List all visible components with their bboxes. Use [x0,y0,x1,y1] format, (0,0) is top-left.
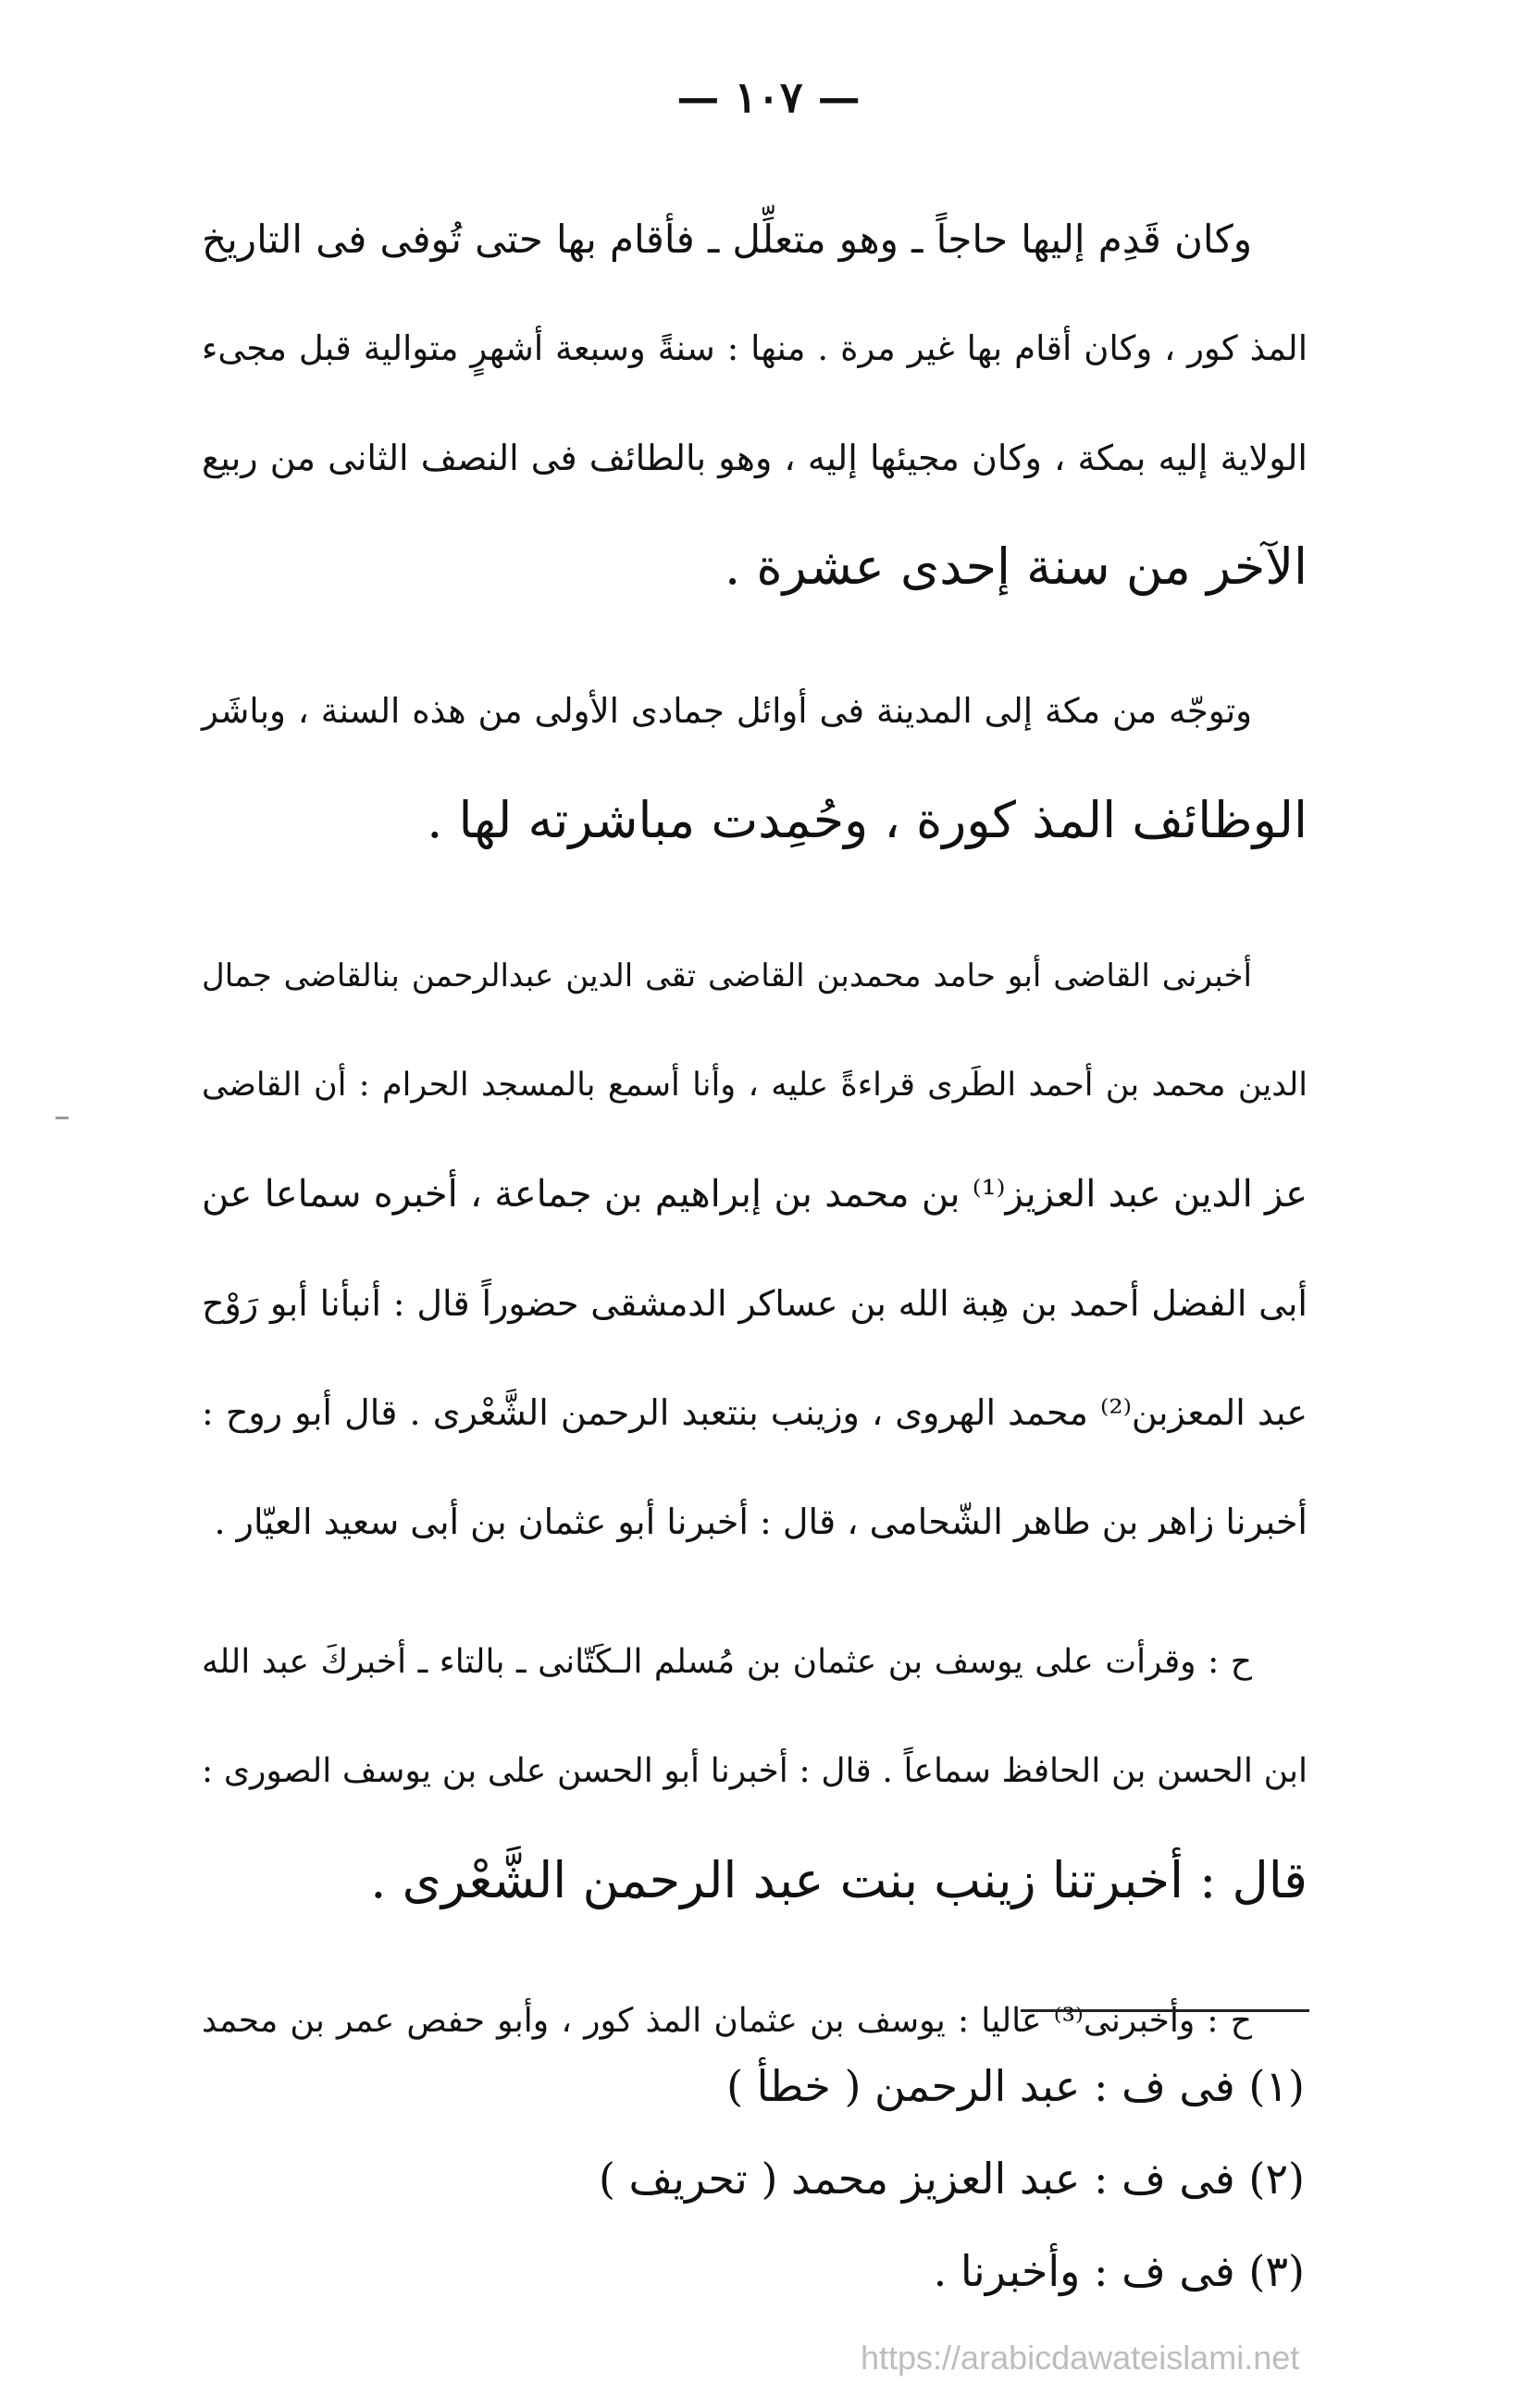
text-line: ابن الحسن بن الحافظ سماعاً . قال : أخبرنا أبو الحسن على بن يوسف الصورى : [202,1752,1308,1790]
watermark-url: https://arabicdawateislami.net [861,2339,1300,2377]
text-line: المذ كور ، وكان أقام بها غير مرة . منها : سنةً وسبعة أشهرٍ متوالية قبل مجىء [202,328,1308,368]
footnote: (٣) فى ف : وأخبرنا . [933,2246,1305,2296]
text-line: الولاية إليه بمكة ، وكان مجيئها إليه ، وهو بالطائف فى النصف الثانى من ربيع [202,438,1308,478]
text-line: أخبرنى القاضى أبو حامد محمدبن القاضى تقى الدين عبدالرحمن بنالقاضى جمال [202,957,1252,994]
footnotes [555,2040,1305,2317]
paragraph-4 [202,1608,1308,1935]
page-number: — ١٠٧ — [676,72,861,122]
footnote: (١) فى ف : عبد الرحمن ( خطأ ) [726,2061,1305,2111]
text-line: أخبرنا زاهر بن طاهر الشّحامى ، قال : أخبرنا أبو عثمان بن أبى سعيد العيّار . [214,1501,1308,1542]
text-line: الدين محمد بن أحمد الطَرى قراءةً عليه ، وأنا أسمع بالمسجد الحرام : أن القاضى [202,1067,1308,1104]
text-line: ح : وأخبرنى⁽³⁾ عاليا : يوسف بن عثمان المذ كور ، وأبو حفص عمر بن محمد [202,2002,1252,2040]
text-line: وتوجّه من مكة إلى المدينة فى أوائل جمادى الأولى من هذه السنة ، وباشَر [202,691,1252,731]
footnote-divider [1021,2009,1309,2012]
paragraph-2 [202,657,1308,875]
text-line: وكان قَدِم إليها حاجاً ـ وهو متعلِّل ـ فأقام بها حتى تُوفى فى التاريخ [202,216,1252,262]
paragraph-3 [202,921,1308,1576]
text-line: ح : وقرأت على يوسف بن عثمان بن مُسلم الـكَتّانى ـ بالتاء ـ أخبركَ عبد الله [202,1643,1252,1681]
body-text [202,185,1308,2076]
text-line: الآخر من سنة إحدى عشرة . [725,537,1308,596]
text-line: عبد المعزبن⁽²⁾ محمد الهروى ، وزينب بنتعبد الرحمن الشَّعْرى . قال أبو روح : [202,1392,1308,1433]
margin-mark [56,1117,68,1119]
text-line: الوظائف المذ كورة ، وحُمِدت مباشرته لها . [427,791,1308,849]
paragraph-1 [202,185,1308,622]
text-line: أبى الفضل أحمد بن هِبة الله بن عساكر الدمشقى حضوراً قال : أنبأنا أبو رَوْح [202,1283,1308,1324]
text-line: قال : أخبرتنا زينب بنت عبد الرحمن الشَّعْرى . [370,1851,1308,1909]
text-line: عز الدين عبد العزيز⁽¹⁾ بن محمد بن إبراهيم بن جماعة ، أخبره سماعا عن [202,1173,1308,1216]
footnote: (٢) فى ف : عبد العزيز محمد ( تحريف ) [598,2154,1305,2204]
